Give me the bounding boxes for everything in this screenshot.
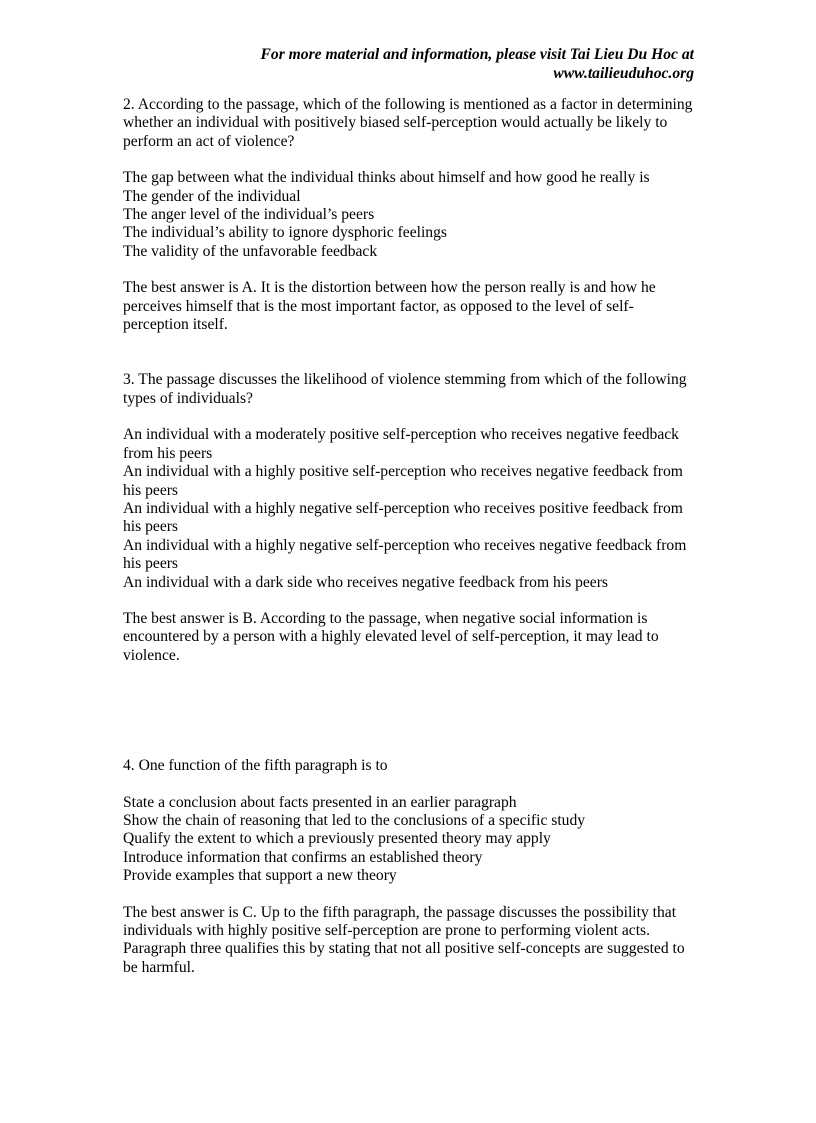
option-d: The individual’s ability to ignore dysphoric feelings xyxy=(123,224,447,242)
option-b: The gender of the individual xyxy=(123,187,301,205)
document-body xyxy=(123,96,698,993)
option-e: The validity of the unfavorable feedback xyxy=(123,242,378,260)
answer-explanation: The best answer is A. It is the distortion between how the person really is and how he perceives himself that is the most important factor, as opposed to the level of self-perception itself. xyxy=(123,279,656,334)
option-e: Provide examples that support a new theory xyxy=(123,867,397,885)
option-d: Introduce information that confirms an established theory xyxy=(123,848,483,866)
option-b: Show the chain of reasoning that led to the conclusions of a specific study xyxy=(123,811,586,829)
option-c: The anger level of the individual’s peers xyxy=(123,206,375,224)
option-a: The gap between what the individual thinks about himself and how good he really is xyxy=(123,169,650,187)
answer-options xyxy=(123,794,698,886)
question-stem: 3. The passage discusses the likelihood of violence stemming from which of the following types of individuals? xyxy=(123,371,687,407)
option-c: An individual with a highly negative self-perception who receives positive feedback from his peers xyxy=(123,499,683,536)
header-line-1: For more material and information, please visit Tai Lieu Du Hoc at xyxy=(260,46,694,63)
option-d: An individual with a highly negative self-perception who receives negative feedback from his peers xyxy=(123,536,687,573)
question-2 xyxy=(123,96,698,334)
option-c: Qualify the extent to which a previously presented theory may apply xyxy=(123,830,551,848)
option-b: An individual with a highly positive self-perception who receives negative feedback from his peers xyxy=(123,463,683,499)
page-header xyxy=(261,45,694,83)
question-stem: 4. One function of the fifth paragraph is to xyxy=(123,757,388,775)
header-url: www.tailieuduhoc.org xyxy=(553,65,694,82)
answer-options xyxy=(123,169,698,261)
option-e: An individual with a dark side who receives negative feedback from his peers xyxy=(123,573,608,591)
option-a: An individual with a moderately positive self-perception who receives negative feedback from his peers xyxy=(123,426,679,462)
answer-explanation: The best answer is C. Up to the fifth paragraph, the passage discusses the possibility that individuals with highly positive self-perception are prone to performing violent acts. Paragraph three qualifies this by stating that not all positive self-concepts are suggested to be harmful. xyxy=(123,903,685,976)
answer-options xyxy=(123,426,698,592)
question-stem: 2. According to the passage, which of the following is mentioned as a factor in determining whether an individual with positively biased self-perception would actually be likely to perform an act of violence? xyxy=(123,96,693,150)
option-a: State a conclusion about facts presented in an earlier paragraph xyxy=(123,793,517,811)
question-4 xyxy=(123,757,698,977)
question-3 xyxy=(123,371,698,665)
answer-explanation: The best answer is B. According to the passage, when negative social information is encountered by a person with a highly elevated level of self-perception, it may lead to violence. xyxy=(123,609,659,664)
